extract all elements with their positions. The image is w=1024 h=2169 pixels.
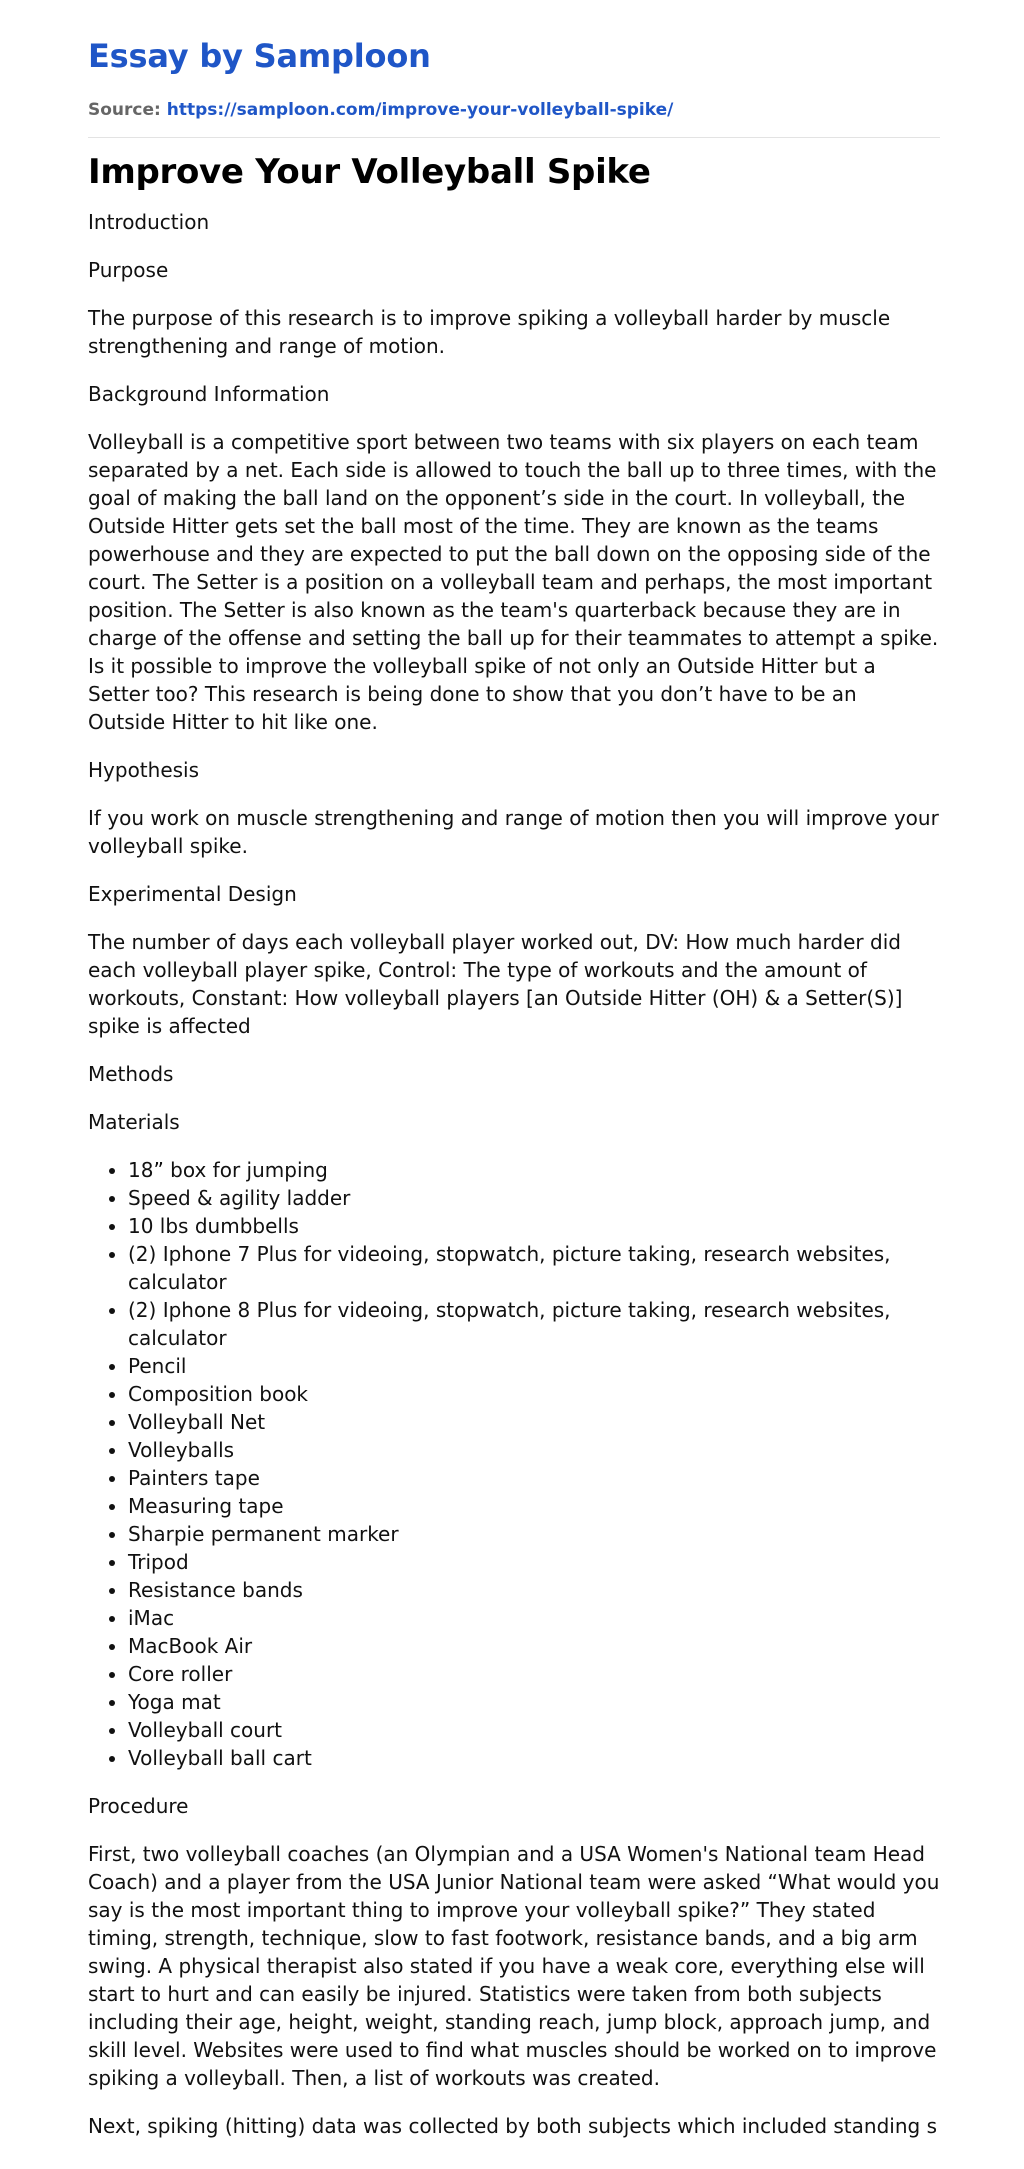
source-label: Source: bbox=[88, 100, 161, 120]
list-item: • 10 lbs dumbbells bbox=[128, 1212, 940, 1240]
list-item: • (2) Iphone 7 Plus for videoing, stopwatch, picture taking, research websites, calculator bbox=[128, 1240, 940, 1296]
list-item: • Volleyball ball cart bbox=[128, 1744, 940, 1772]
section-purpose-heading: Purpose bbox=[88, 258, 169, 282]
materials-list bbox=[88, 1156, 940, 1772]
list-item: • Pencil bbox=[128, 1352, 940, 1380]
section-hypothesis-heading: Hypothesis bbox=[88, 758, 200, 782]
purpose-text: The purpose of this research is to improve spiking a volleyball harder by muscle strengthening and range of motion. bbox=[88, 306, 891, 358]
background-text: Volleyball is a competitive sport between two teams with six players on each team separated by a net. Each side is allowed to touch the ball up to three times, with the goal of making the ball land on the opponent’s side in the court. In volleyball, the Outside Hitter gets set the ball most of the time. They are known as the teams powerhouse and they are expected to put the ball down on the opposing side of the court. The Setter is a position on a volleyball team and perhaps, the most important position. The Setter is also known as the team's quarterback because they are in charge of the offense and setting the ball up for their teammates to attempt a spike. Is it possible to improve the volleyball spike of not only an Outside Hitter but a Setter too? This research is being done to show that you don’t have to be an Outside Hitter to hit like one. bbox=[88, 430, 939, 734]
section-design-heading: Experimental Design bbox=[88, 882, 297, 906]
essay-content bbox=[88, 30, 940, 2140]
header-divider bbox=[88, 137, 940, 138]
section-procedure-heading: Procedure bbox=[88, 1794, 189, 1818]
list-item: • (2) Iphone 8 Plus for videoing, stopwatch, picture taking, research websites, calculator bbox=[128, 1296, 940, 1352]
list-item: • Resistance bands bbox=[128, 1576, 940, 1604]
design-text: The number of days each volleyball player worked out, DV: How much harder did each volleyball player spike, Control: The type of workouts and the amount of workouts, Constant: How volleyball players [an Outside Hitter (OH) & a Setter(S)] spike is affected bbox=[88, 930, 903, 1038]
list-item: • Painters tape bbox=[128, 1464, 940, 1492]
list-item: • Volleyball court bbox=[128, 1716, 940, 1744]
list-item: • Composition book bbox=[128, 1380, 940, 1408]
essay-title: Improve Your Volleyball Spike bbox=[88, 152, 651, 192]
list-item: • Speed & agility ladder bbox=[128, 1184, 940, 1212]
list-item: • Core roller bbox=[128, 1660, 940, 1688]
source-link[interactable]: https://samploon.com/improve-your-volleyball-spike/ bbox=[166, 100, 674, 120]
list-item: • Yoga mat bbox=[128, 1688, 940, 1716]
hypothesis-text: If you work on muscle strengthening and range of motion then you will improve your volleyball spike. bbox=[88, 806, 939, 858]
list-item: • Volleyballs bbox=[128, 1436, 940, 1464]
list-item: • Measuring tape bbox=[128, 1492, 940, 1520]
list-item: • Sharpie permanent marker bbox=[128, 1520, 940, 1548]
procedure-text-2: Next, spiking (hitting) data was collected by both subjects which included standing s bbox=[88, 2114, 937, 2138]
list-item: • iMac bbox=[128, 1604, 940, 1632]
source-line bbox=[88, 98, 940, 122]
list-item: • Tripod bbox=[128, 1548, 940, 1576]
section-background-heading: Background Information bbox=[88, 382, 330, 406]
site-brand[interactable]: Essay by Samploon bbox=[88, 37, 431, 75]
list-item: • Volleyball Net bbox=[128, 1408, 940, 1436]
section-methods-heading: Methods bbox=[88, 1062, 174, 1086]
list-item: • MacBook Air bbox=[128, 1632, 940, 1660]
procedure-text-1: First, two volleyball coaches (an Olympian and a USA Women's National team Head Coach) and a player from the USA Junior National team were asked “What would you say is the most important thing to improve your volleyball spike?” They stated timing, strength, technique, slow to fast footwork, resistance bands, and a big arm swing. A physical therapist also stated if you have a weak core, everything else will start to hurt and can easily be injured. Statistics were taken from both subjects including their age, height, weight, standing reach, jump block, approach jump, and skill level. Websites were used to find what muscles should be worked on to improve spiking a volleyball. Then, a list of workouts was created. bbox=[88, 1842, 940, 2090]
list-item: • 18” box for jumping bbox=[128, 1156, 940, 1184]
section-materials-heading: Materials bbox=[88, 1110, 180, 1134]
section-introduction: Introduction bbox=[88, 210, 210, 234]
